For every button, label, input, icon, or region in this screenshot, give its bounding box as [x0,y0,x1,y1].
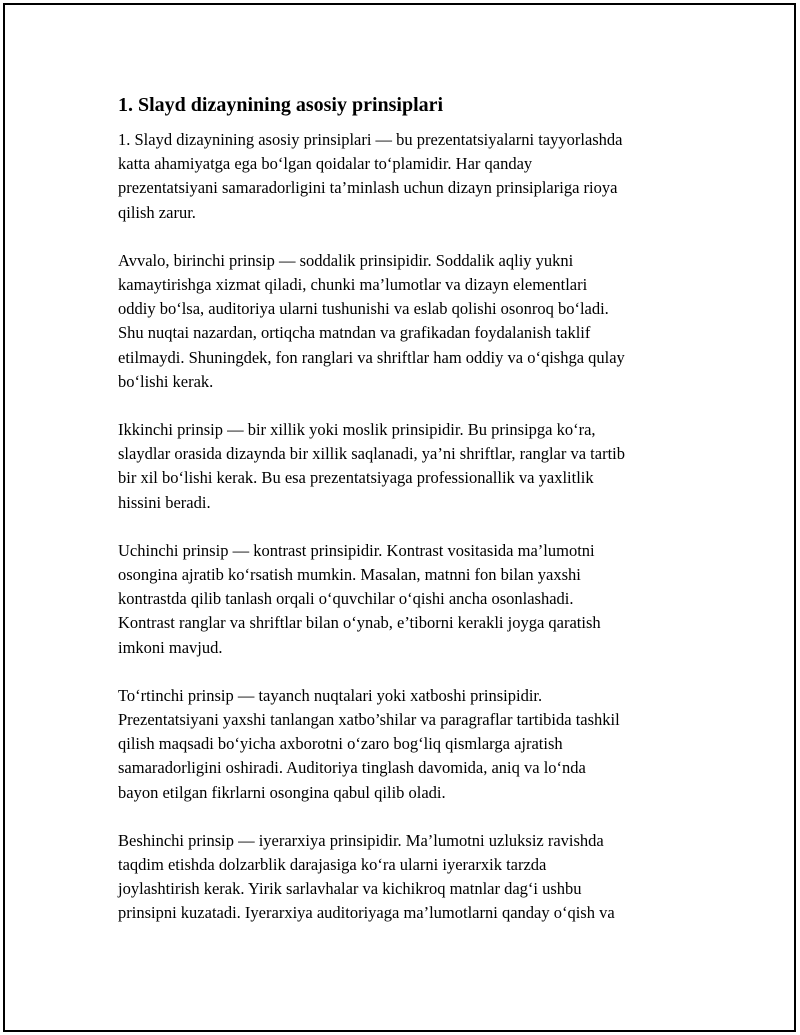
text-line: Kontrast ranglar va shriftlar bilan o‘ynab, e’tiborni kerakli joyga qaratish [118,613,601,633]
text-line: bo‘lishi kerak. [118,371,214,391]
text-line: slaydlar orasida dizaynda bir xillik saqlanadi, ya’ni shriftlar, ranglar va tartib [118,444,625,464]
text-line: bayon etilgan fikrlarni osongina qabul qilib oladi. [118,782,446,802]
text-line: Beshinchi prinsip — iyerarxiya prinsipidir. Ma’lumotni uzluksiz ravishda [118,830,604,850]
text-line: qilish zarur. [118,202,196,222]
text-line: 1. Slayd dizaynining asosiy prinsiplari — bu prezentatsiyalarni tayyorlashda [118,130,623,149]
paragraph-2 [118,249,688,394]
text-line: Ikkinchi prinsip — bir xillik yoki moslik prinsipidir. Bu prinsipga ko‘ra, [118,420,596,440]
text-line: Prezentatsiyani yaxshi tanlangan xatbo’shilar va paragraflar tartibida tashkil [118,710,620,730]
text-line: Avvalo, birinchi prinsip — soddalik prinsipidir. Soddalik aqliy yukni [118,250,574,270]
text-line: kamaytirishga xizmat qiladi, chunki ma’lumotlar va dizayn elementlari [118,275,588,295]
text-line: To‘rtinchi prinsip — tayanch nuqtalari yoki xatboshi prinsipidir. [118,685,543,705]
text-line: imkoni mavjud. [118,637,223,657]
text-line: joylashtirish kerak. Yirik sarlavhalar va kichikroq matnlar dag‘i ushbu [118,879,582,899]
paragraph-6 [118,829,688,926]
text-line: etilmaydi. Shuningdek, fon ranglari va shriftlar ham oddiy va o‘qishga qulay [118,347,625,367]
text-line: taqdim etishda dolzarblik darajasiga ko‘ra ularni iyerarxik tarzda [118,855,547,875]
paragraph-5 [118,684,688,805]
paragraph-4 [118,539,688,660]
text-line: oddiy bo‘lsa, auditoriya ularni tushunishi va eslab qolishi osonroq bo‘ladi. [118,299,609,319]
text-line: Shu nuqtai nazardan, ortiqcha matndan va grafikadan foydalanish taklif [118,323,591,343]
document-body [118,92,688,950]
paragraph-3 [118,418,688,515]
text-line: samaradorligini oshiradi. Auditoriya tinglash davomida, aniq va lo‘nda [118,758,586,778]
text-line: prezentatsiyani samaradorligini ta’minlash uchun dizayn prinsiplariga rioya [118,178,618,198]
text-line: qilish maqsadi bo‘yicha axborotni o‘zaro bog‘liq qismlarga ajratish [118,734,563,754]
text-line: bir xil bo‘lishi kerak. Bu esa prezentatsiyaga professionallik va yaxlitlik [118,468,594,488]
text-line: osongina ajratib ko‘rsatish mumkin. Masalan, matnni fon bilan yaxshi [118,565,581,585]
text-line: Uchinchi prinsip — kontrast prinsipidir. Kontrast vositasida ma’lumotni [118,540,595,560]
document-heading: 1. Slayd dizaynining asosiy prinsiplari [118,94,444,116]
paragraph-1 [118,128,688,225]
text-line: prinsipni kuzatadi. Iyerarxiya auditoriyaga ma’lumotlarni qanday o‘qish va [118,903,615,923]
text-line: kontrastda qilib tanlash orqali o‘quvchilar o‘qishi ancha osonlashadi. [118,589,574,609]
text-line: hissini beradi. [118,492,211,512]
paragraph-list [118,128,688,926]
text-line: katta ahamiyatga ega bo‘lgan qoidalar to‘plamidir. Har qanday [118,154,533,174]
